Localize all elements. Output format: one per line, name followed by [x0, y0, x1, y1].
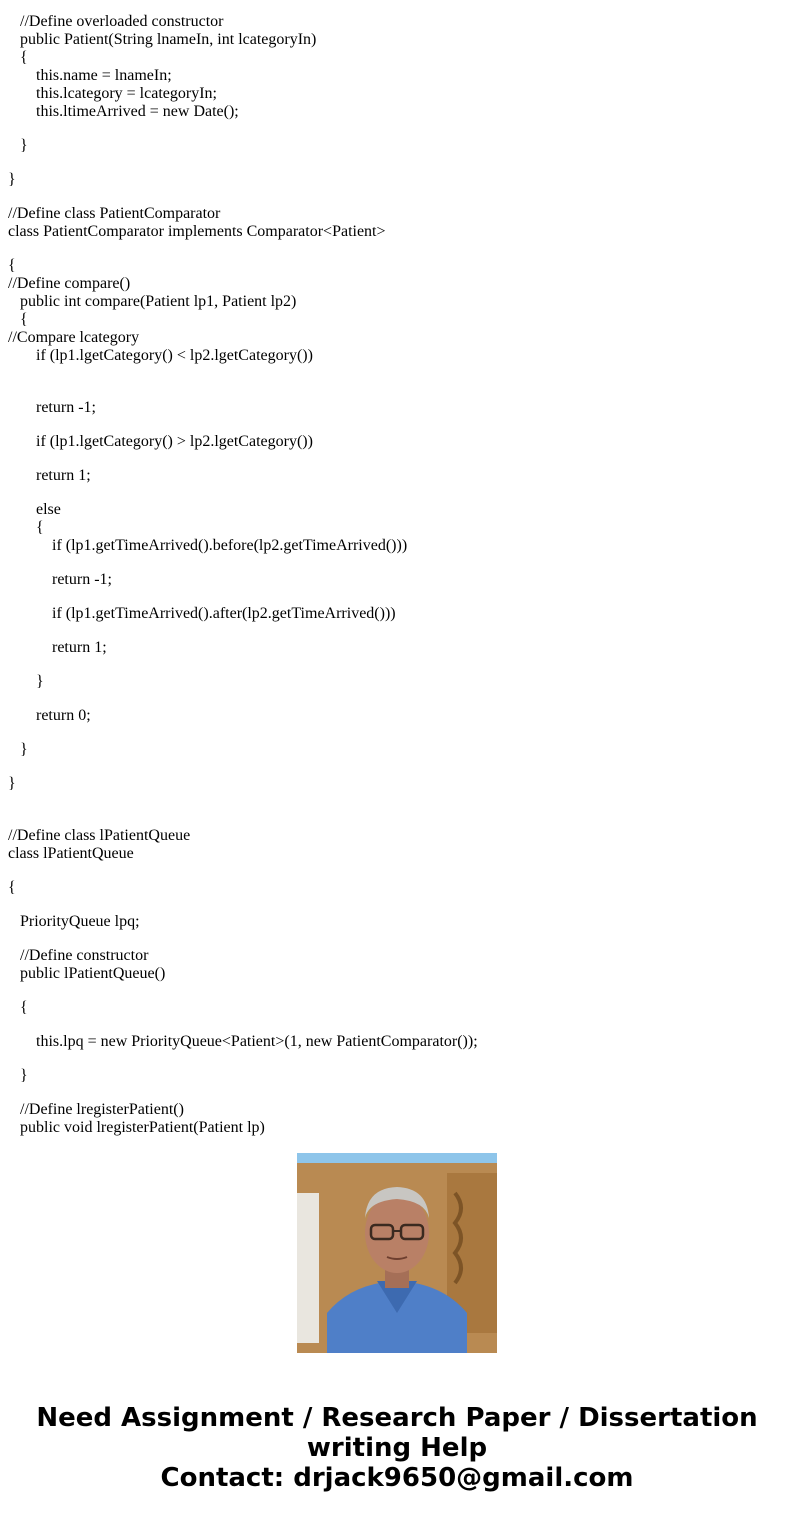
- code-line: if (lp1.getTimeArrived().after(lp2.getTimeArrived())): [52, 605, 396, 622]
- code-line: public void lregisterPatient(Patient lp): [20, 1119, 265, 1136]
- code-line: }: [8, 775, 16, 792]
- cta-headline: Need Assignment / Research Paper / Dissertation: [36, 1403, 758, 1433]
- code-line: //Define compare(): [8, 275, 131, 292]
- code-line: }: [20, 741, 28, 758]
- code-line: {: [8, 879, 16, 896]
- code-line: return -1;: [52, 571, 112, 588]
- code-line: //Define constructor: [20, 947, 149, 964]
- white-door: [297, 1193, 319, 1343]
- code-line: }: [20, 1067, 28, 1084]
- code-line: public int compare(Patient lp1, Patient lp2): [20, 293, 297, 310]
- code-line: //Define overloaded constructor: [20, 13, 224, 30]
- code-line: return 1;: [36, 467, 91, 484]
- code-line: //Define class lPatientQueue: [8, 827, 191, 844]
- code-line: {: [20, 999, 28, 1016]
- code-line: }: [8, 171, 16, 188]
- cta-subheadline: writing Help: [306, 1433, 488, 1463]
- code-line: return -1;: [36, 399, 96, 416]
- code-line: class lPatientQueue: [8, 845, 134, 862]
- person-portrait-icon: [297, 1153, 497, 1353]
- code-line: PriorityQueue lpq;: [20, 913, 140, 930]
- code-line: {: [8, 257, 16, 274]
- code-line: {: [20, 311, 28, 328]
- code-line: public Patient(String lnameIn, int lcategoryIn): [20, 31, 317, 48]
- code-line: public lPatientQueue(): [20, 965, 166, 982]
- code-line: else: [36, 501, 61, 518]
- code-line: class PatientComparator implements Comparator<Patient>: [8, 223, 386, 240]
- code-line: return 1;: [52, 639, 107, 656]
- code-line: return 0;: [36, 707, 91, 724]
- code-line: if (lp1.lgetCategory() < lp2.lgetCategory()): [36, 347, 313, 364]
- code-line: //Define lregisterPatient(): [20, 1101, 184, 1118]
- code-line: {: [36, 519, 44, 536]
- code-line: }: [36, 673, 44, 690]
- code-line: //Define class PatientComparator: [8, 205, 221, 222]
- code-line: if (lp1.lgetCategory() > lp2.lgetCategory()): [36, 433, 313, 450]
- contact-banner: [0, 1403, 794, 1493]
- author-avatar: [297, 1153, 497, 1353]
- code-line: this.lcategory = lcategoryIn;: [36, 85, 217, 102]
- code-line: if (lp1.getTimeArrived().before(lp2.getTimeArrived())): [52, 537, 408, 554]
- cta-contact-email: Contact: drjack9650@gmail.com: [160, 1463, 634, 1493]
- code-line: }: [20, 137, 28, 154]
- code-line: {: [20, 49, 28, 66]
- code-line: //Compare lcategory: [8, 329, 140, 346]
- code-line: this.name = lnameIn;: [36, 67, 172, 84]
- code-line: this.lpq = new PriorityQueue<Patient>(1, new PatientComparator());: [36, 1033, 478, 1050]
- code-line: this.ltimeArrived = new Date();: [36, 103, 239, 120]
- face: [365, 1193, 429, 1273]
